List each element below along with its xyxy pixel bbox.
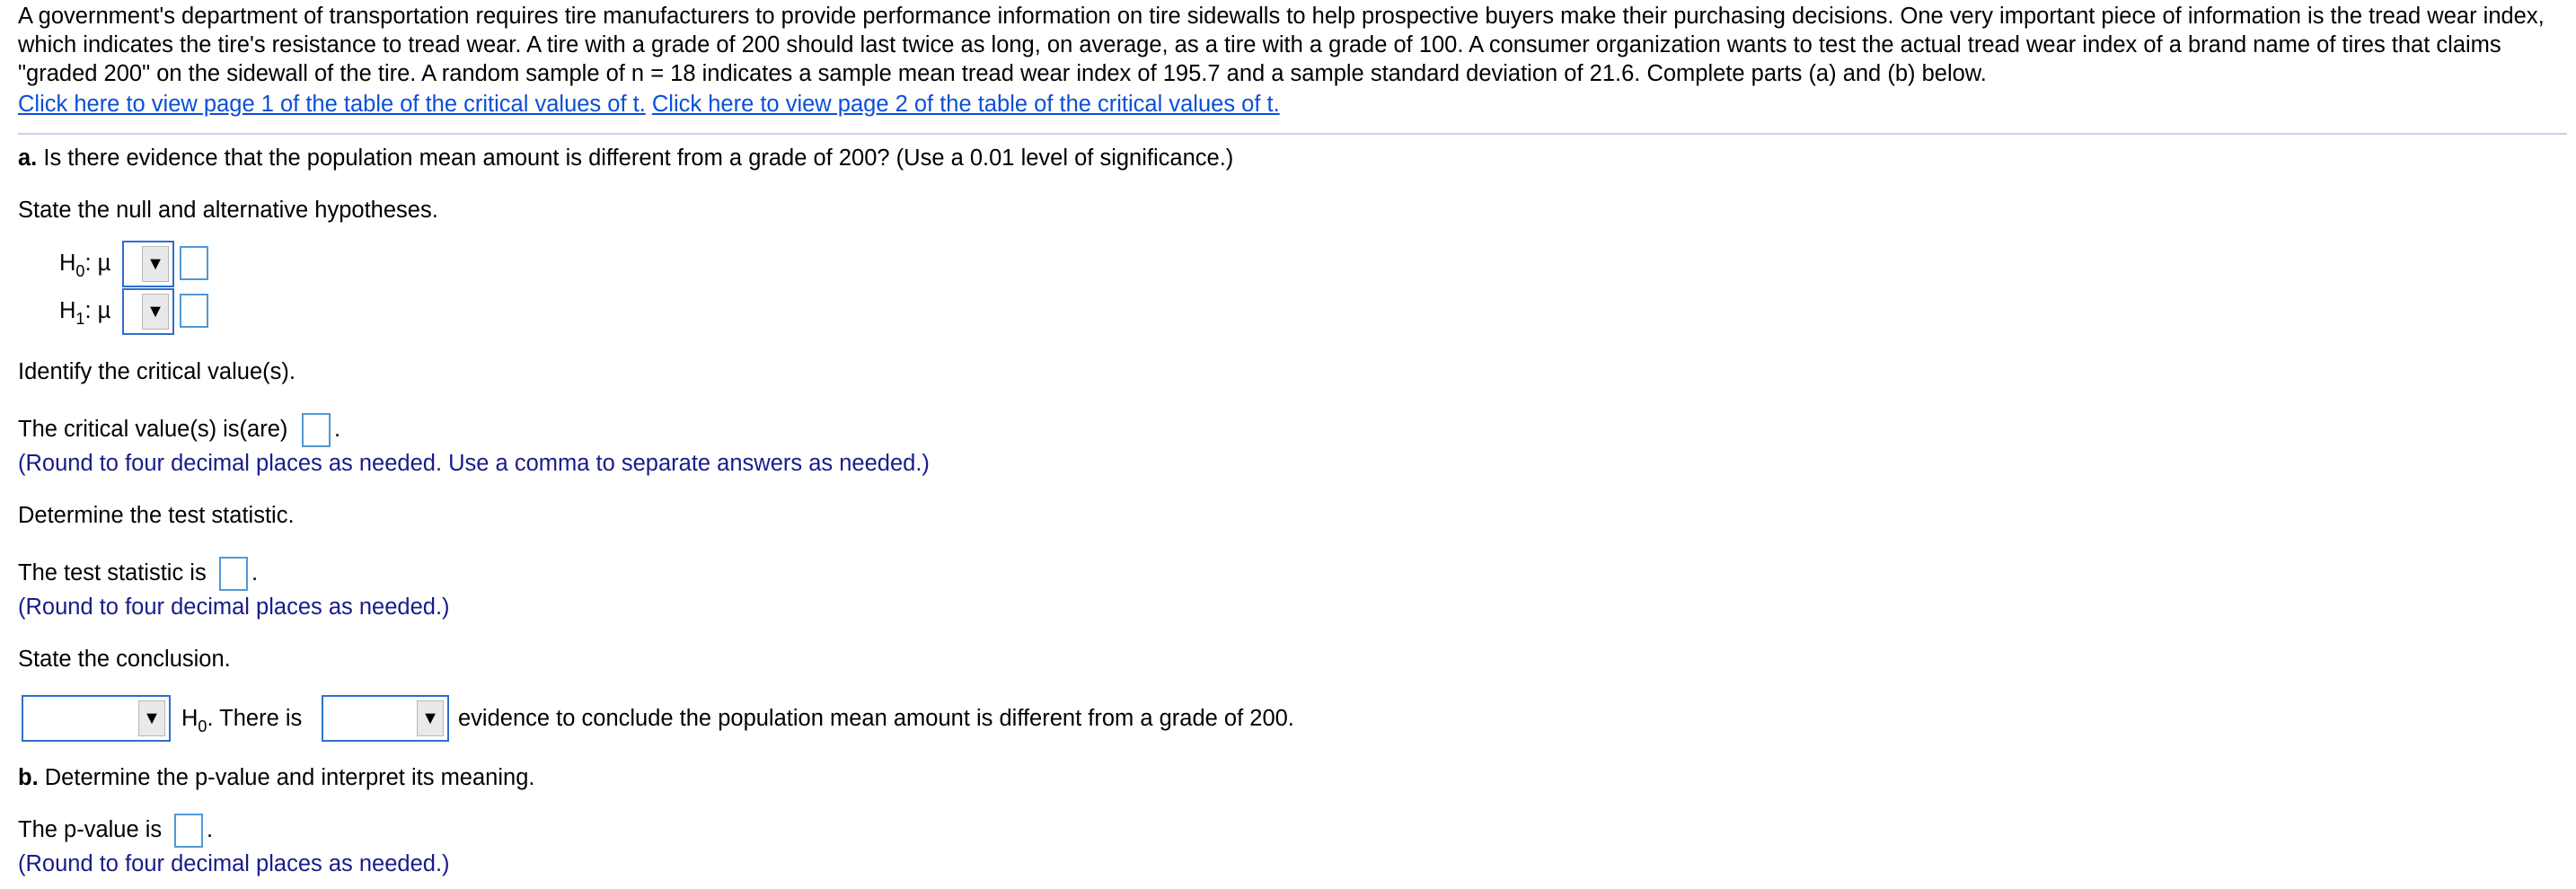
critical-values-page1-link[interactable]: Click here to view page 1 of the table of the critical values of t. [18,92,646,117]
state-conclusion-text: State the conclusion. [18,647,231,672]
critical-value-input[interactable] [302,413,331,447]
test-statistic-note: (Round to four decimal places as needed.) [18,594,450,620]
h1-value-input[interactable] [180,294,208,328]
h0-operator-dropdown[interactable] [122,241,174,287]
critical-value-row [18,415,287,444]
chevron-down-icon: ▼ [142,246,169,282]
part-b-question [18,763,534,792]
critical-value-text: The critical value(s) is(are) [18,417,288,442]
h0-value-input[interactable] [180,246,208,280]
conclusion-evidence-dropdown[interactable] [322,695,449,742]
identify-critical-text: Identify the critical value(s). [18,359,296,384]
determine-statistic-text: Determine the test statistic. [18,503,295,528]
part-a-label: a. [18,145,38,171]
table-links [18,90,1280,119]
divider [18,133,2567,135]
test-statistic-period: . [251,560,259,585]
chevron-down-icon: ▼ [138,700,165,736]
part-b-label: b. [18,765,39,790]
chevron-down-icon: ▼ [417,700,444,736]
test-statistic-input[interactable] [219,557,248,591]
h0-mu: : µ [84,251,111,276]
h1-subscript: 1 [75,310,85,328]
critical-value-period: . [334,417,341,442]
conclusion-h-letter: H [181,706,198,731]
part-a-question [18,144,1233,172]
p-value-note: (Round to four decimal places as needed.) [18,851,450,876]
conclusion-there-is: . There is [207,706,303,731]
p-value-input[interactable] [174,814,203,848]
p-value-period: . [207,817,214,842]
p-value-row [18,815,162,844]
h1-mu: : µ [84,298,111,323]
test-statistic-row [18,559,207,587]
h0-label [59,249,110,279]
state-hypotheses-text: State the null and alternative hypotheses. [18,198,438,223]
conclusion-decision-dropdown[interactable] [22,695,171,742]
critical-value-note: (Round to four decimal places as needed. Use a comma to separate answers as needed.) [18,451,930,476]
h1-operator-dropdown[interactable] [122,288,174,335]
p-value-text: The p-value is [18,817,163,842]
h0-subscript: 0 [75,262,85,280]
chevron-down-icon: ▼ [142,294,169,330]
h0-letter: H [59,251,76,276]
conclusion-rest-text: evidence to conclude the population mean amount is different from a grade of 200. [458,706,1294,731]
conclusion-h-subscript: 0 [198,717,207,735]
h1-letter: H [59,298,76,323]
part-b-question-text: Determine the p-value and interpret its meaning. [38,765,535,790]
part-a-question-text: Is there evidence that the population mean amount is different from a grade of 200? (Use a 0.01 level of significance.) [37,145,1234,171]
h1-label [59,296,110,327]
problem-statement: A government's department of transportation requires tire manufacturers to provide performance information on tire sidewalls to help prospective buyers make their purchasing decisions. One very important piece of information is the tread wear index, which indicates the tire's resistance to tread wear. A tire with a grade of 200 should last twice as long, on average, as a tire with a grade of 100. A consumer organization wants to test the actual tread wear index of a brand name of tires that claims "graded 200" on the sidewall of the tire. A random sample of n = 18 indicates a sample mean tread wear index of 195.7 and a sample standard deviation of 21.6. Complete parts (a) and (b) below. [18,4,2545,86]
conclusion-h0-text [181,704,302,735]
critical-values-page2-link[interactable]: Click here to view page 2 of the table of the critical values of t. [651,92,1280,117]
test-statistic-text: The test statistic is [18,560,207,585]
